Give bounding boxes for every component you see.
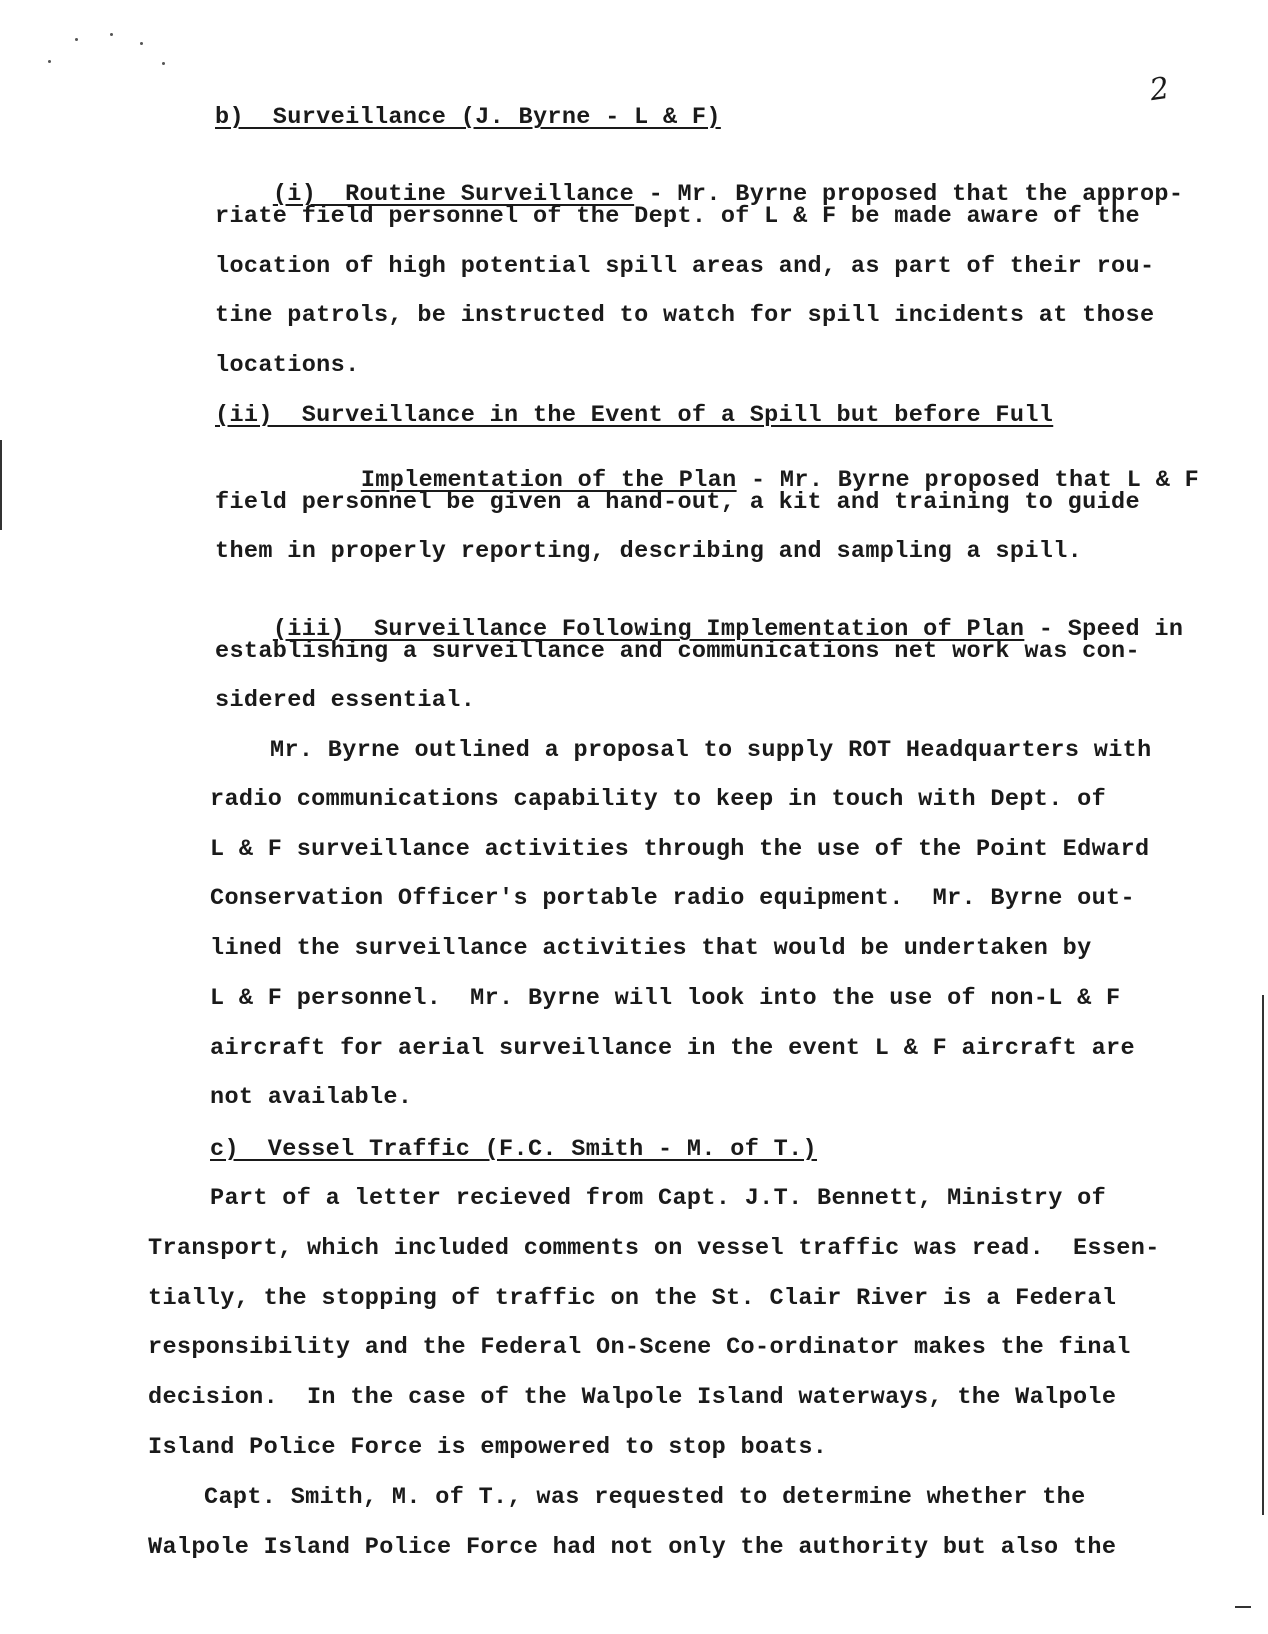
scan-speck xyxy=(140,42,143,45)
item-ii-title-cont: Implementation of the Plan xyxy=(360,467,737,494)
paragraph-line: Transport, which included comments on vessel traffic was read. Essen- xyxy=(148,1235,1160,1262)
scan-edge-mark xyxy=(1262,995,1264,1515)
paragraph-line: lined the surveillance activities that would be undertaken by xyxy=(210,935,1092,962)
section-b-heading: b) Surveillance (J. Byrne - L & F) xyxy=(215,104,721,131)
item-i-line: locations. xyxy=(215,352,360,379)
scan-edge-mark xyxy=(1235,1606,1251,1608)
item-ii-text: - Mr. Byrne proposed that L & F xyxy=(736,467,1200,494)
paragraph-line: tially, the stopping of traffic on the St. Clair River is a Federal xyxy=(148,1285,1117,1312)
paragraph-line: L & F surveillance activities through the use of the Point Edward xyxy=(210,836,1150,863)
paragraph-line: responsibility and the Federal On-Scene Co-ordinator makes the final xyxy=(148,1334,1131,1361)
item-ii-line: field personnel be given a hand-out, a kit and training to guide xyxy=(215,489,1140,516)
paragraph-line: L & F personnel. Mr. Byrne will look into the use of non-L & F xyxy=(210,985,1121,1012)
item-iii-text: - Speed in xyxy=(1024,616,1184,643)
paragraph-line: Island Police Force is empowered to stop boats. xyxy=(148,1434,828,1461)
paragraph-line: not available. xyxy=(210,1084,413,1111)
item-iii-line: sidered essential. xyxy=(215,687,476,714)
page-number: 2 xyxy=(1147,70,1172,109)
item-iii-title: (iii) Surveillance Following Implementation of Plan xyxy=(272,616,1025,643)
scan-speck xyxy=(162,62,165,65)
item-i-text: - Mr. Byrne proposed that the approp- xyxy=(634,181,1184,208)
scan-edge-mark xyxy=(0,440,2,530)
paragraph-line: Conservation Officer's portable radio equipment. Mr. Byrne out- xyxy=(210,885,1135,912)
item-i-line: location of high potential spill areas and, as part of their rou- xyxy=(215,253,1155,280)
section-c-heading: c) Vessel Traffic (F.C. Smith - M. of T.) xyxy=(210,1136,817,1163)
scan-speck xyxy=(110,33,113,36)
item-i-line: riate field personnel of the Dept. of L & F be made aware of the xyxy=(215,203,1140,230)
item-i-title: (i) Routine Surveillance xyxy=(272,181,635,208)
paragraph-line: radio communications capability to keep in touch with Dept. of xyxy=(210,786,1107,813)
item-iii-line: establishing a surveillance and communications net work was con- xyxy=(215,638,1140,665)
paragraph-line: Capt. Smith, M. of T., was requested to determine whether the xyxy=(204,1484,1086,1511)
paragraph-line: Part of a letter recieved from Capt. J.T. Bennett, Ministry of xyxy=(210,1185,1107,1212)
item-i-line: tine patrols, be instructed to watch for spill incidents at those xyxy=(215,302,1155,329)
paragraph-line: aircraft for aerial surveillance in the event L & F aircraft are xyxy=(210,1035,1135,1062)
item-ii-line: them in properly reporting, describing and sampling a spill. xyxy=(215,538,1083,565)
item-ii-title: (ii) Surveillance in the Event of a Spill but before Full xyxy=(215,402,1054,429)
scan-speck xyxy=(75,38,78,41)
paragraph-line: decision. In the case of the Walpole Island waterways, the Walpole xyxy=(148,1384,1117,1411)
paragraph-line: Mr. Byrne outlined a proposal to supply ROT Headquarters with xyxy=(270,737,1152,764)
paragraph-line: Walpole Island Police Force had not only the authority but also the xyxy=(148,1534,1117,1561)
scan-speck xyxy=(48,60,51,63)
